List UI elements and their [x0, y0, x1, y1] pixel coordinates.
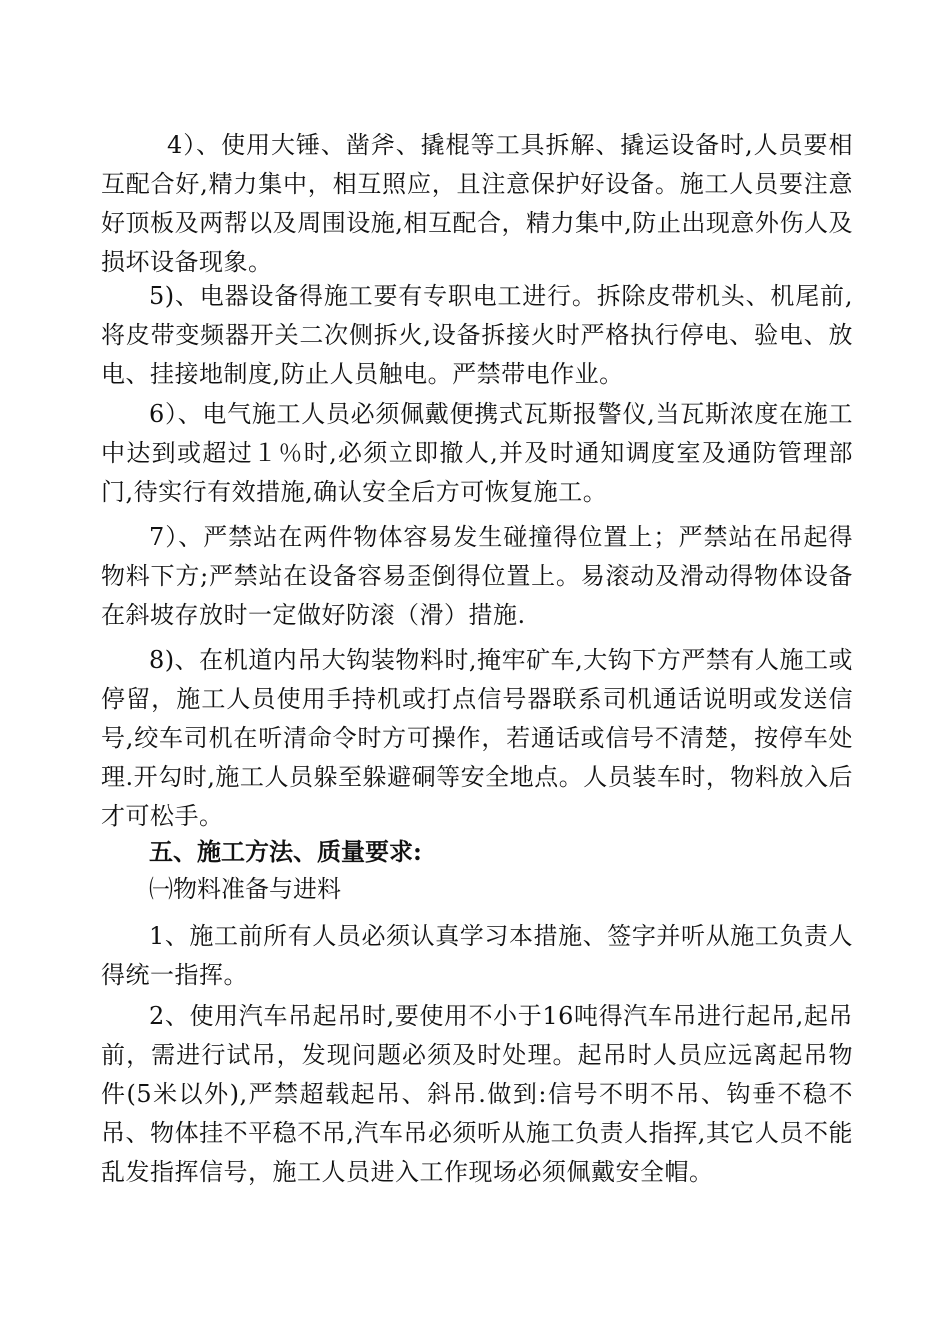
paragraph-8: 8)、在机道内吊大钩装物料时,掩牢矿车,大钩下方严禁有人施工或停留，施工人员使用手持机或打点信号器联系司机通话说明或发送信号,绞车司机在听清命令时方可操作，若通话或信号不清楚，按停车处理.开勾时,施工人员躲至躲避硐等安全地点。人员装车时，物料放入后才可松手。	[101, 646, 853, 830]
list-item-2: 2、使用汽车吊起吊时,要使用不小于16吨得汽车吊进行起吊,起吊前，需进行试吊，发现问题必须及时处理。起吊时人员应远离起吊物件(5米以外),严禁超载起吊、斜吊.做到:信号不明不吊、钩垂不稳不吊、物体挂不平稳不吊,汽车吊必须听从施工负责人指挥,其它人员不能乱发指挥信号，施工人员进入工作现场必须佩戴安全帽。	[101, 1002, 853, 1186]
paragraph-5: 5)、电器设备得施工要有专职电工进行。拆除皮带机头、机尾前,将皮带变频器开关二次侧拆火,设备拆接火时严格执行停电、验电、放电、挂接地制度,防止人员触电。严禁带电作业。	[101, 282, 853, 388]
paragraph-7: 7）、严禁站在两件物体容易发生碰撞得位置上；严禁站在吊起得物料下方;严禁站在设备容易歪倒得位置上。易滚动及滑动得物体设备在斜坡存放时一定做好防滚（滑）措施.	[101, 523, 853, 629]
list-item-1: 1、施工前所有人员必须认真学习本措施、签字并听从施工负责人得统一指挥。	[101, 922, 853, 989]
subsection-heading: ㈠物料准备与进料	[149, 875, 341, 903]
section-heading: 五、施工方法、质量要求:	[149, 837, 422, 866]
paragraph-4: 4）、使用大锤、凿斧、撬棍等工具拆解、撬运设备时,人员要相互配合好,精力集中，相互照应，且注意保护好设备。施工人员要注意好顶板及两帮以及周围设施,相互配合，精力集中,防止出现意外伤人及损坏设备现象。	[101, 131, 853, 276]
paragraph-6: 6）、电气施工人员必须佩戴便携式瓦斯报警仪,当瓦斯浓度在施工中达到或超过１％时,必须立即撤人,并及时通知调度室及通防管理部门,待实行有效措施,确认安全后方可恢复施工。	[101, 400, 853, 506]
